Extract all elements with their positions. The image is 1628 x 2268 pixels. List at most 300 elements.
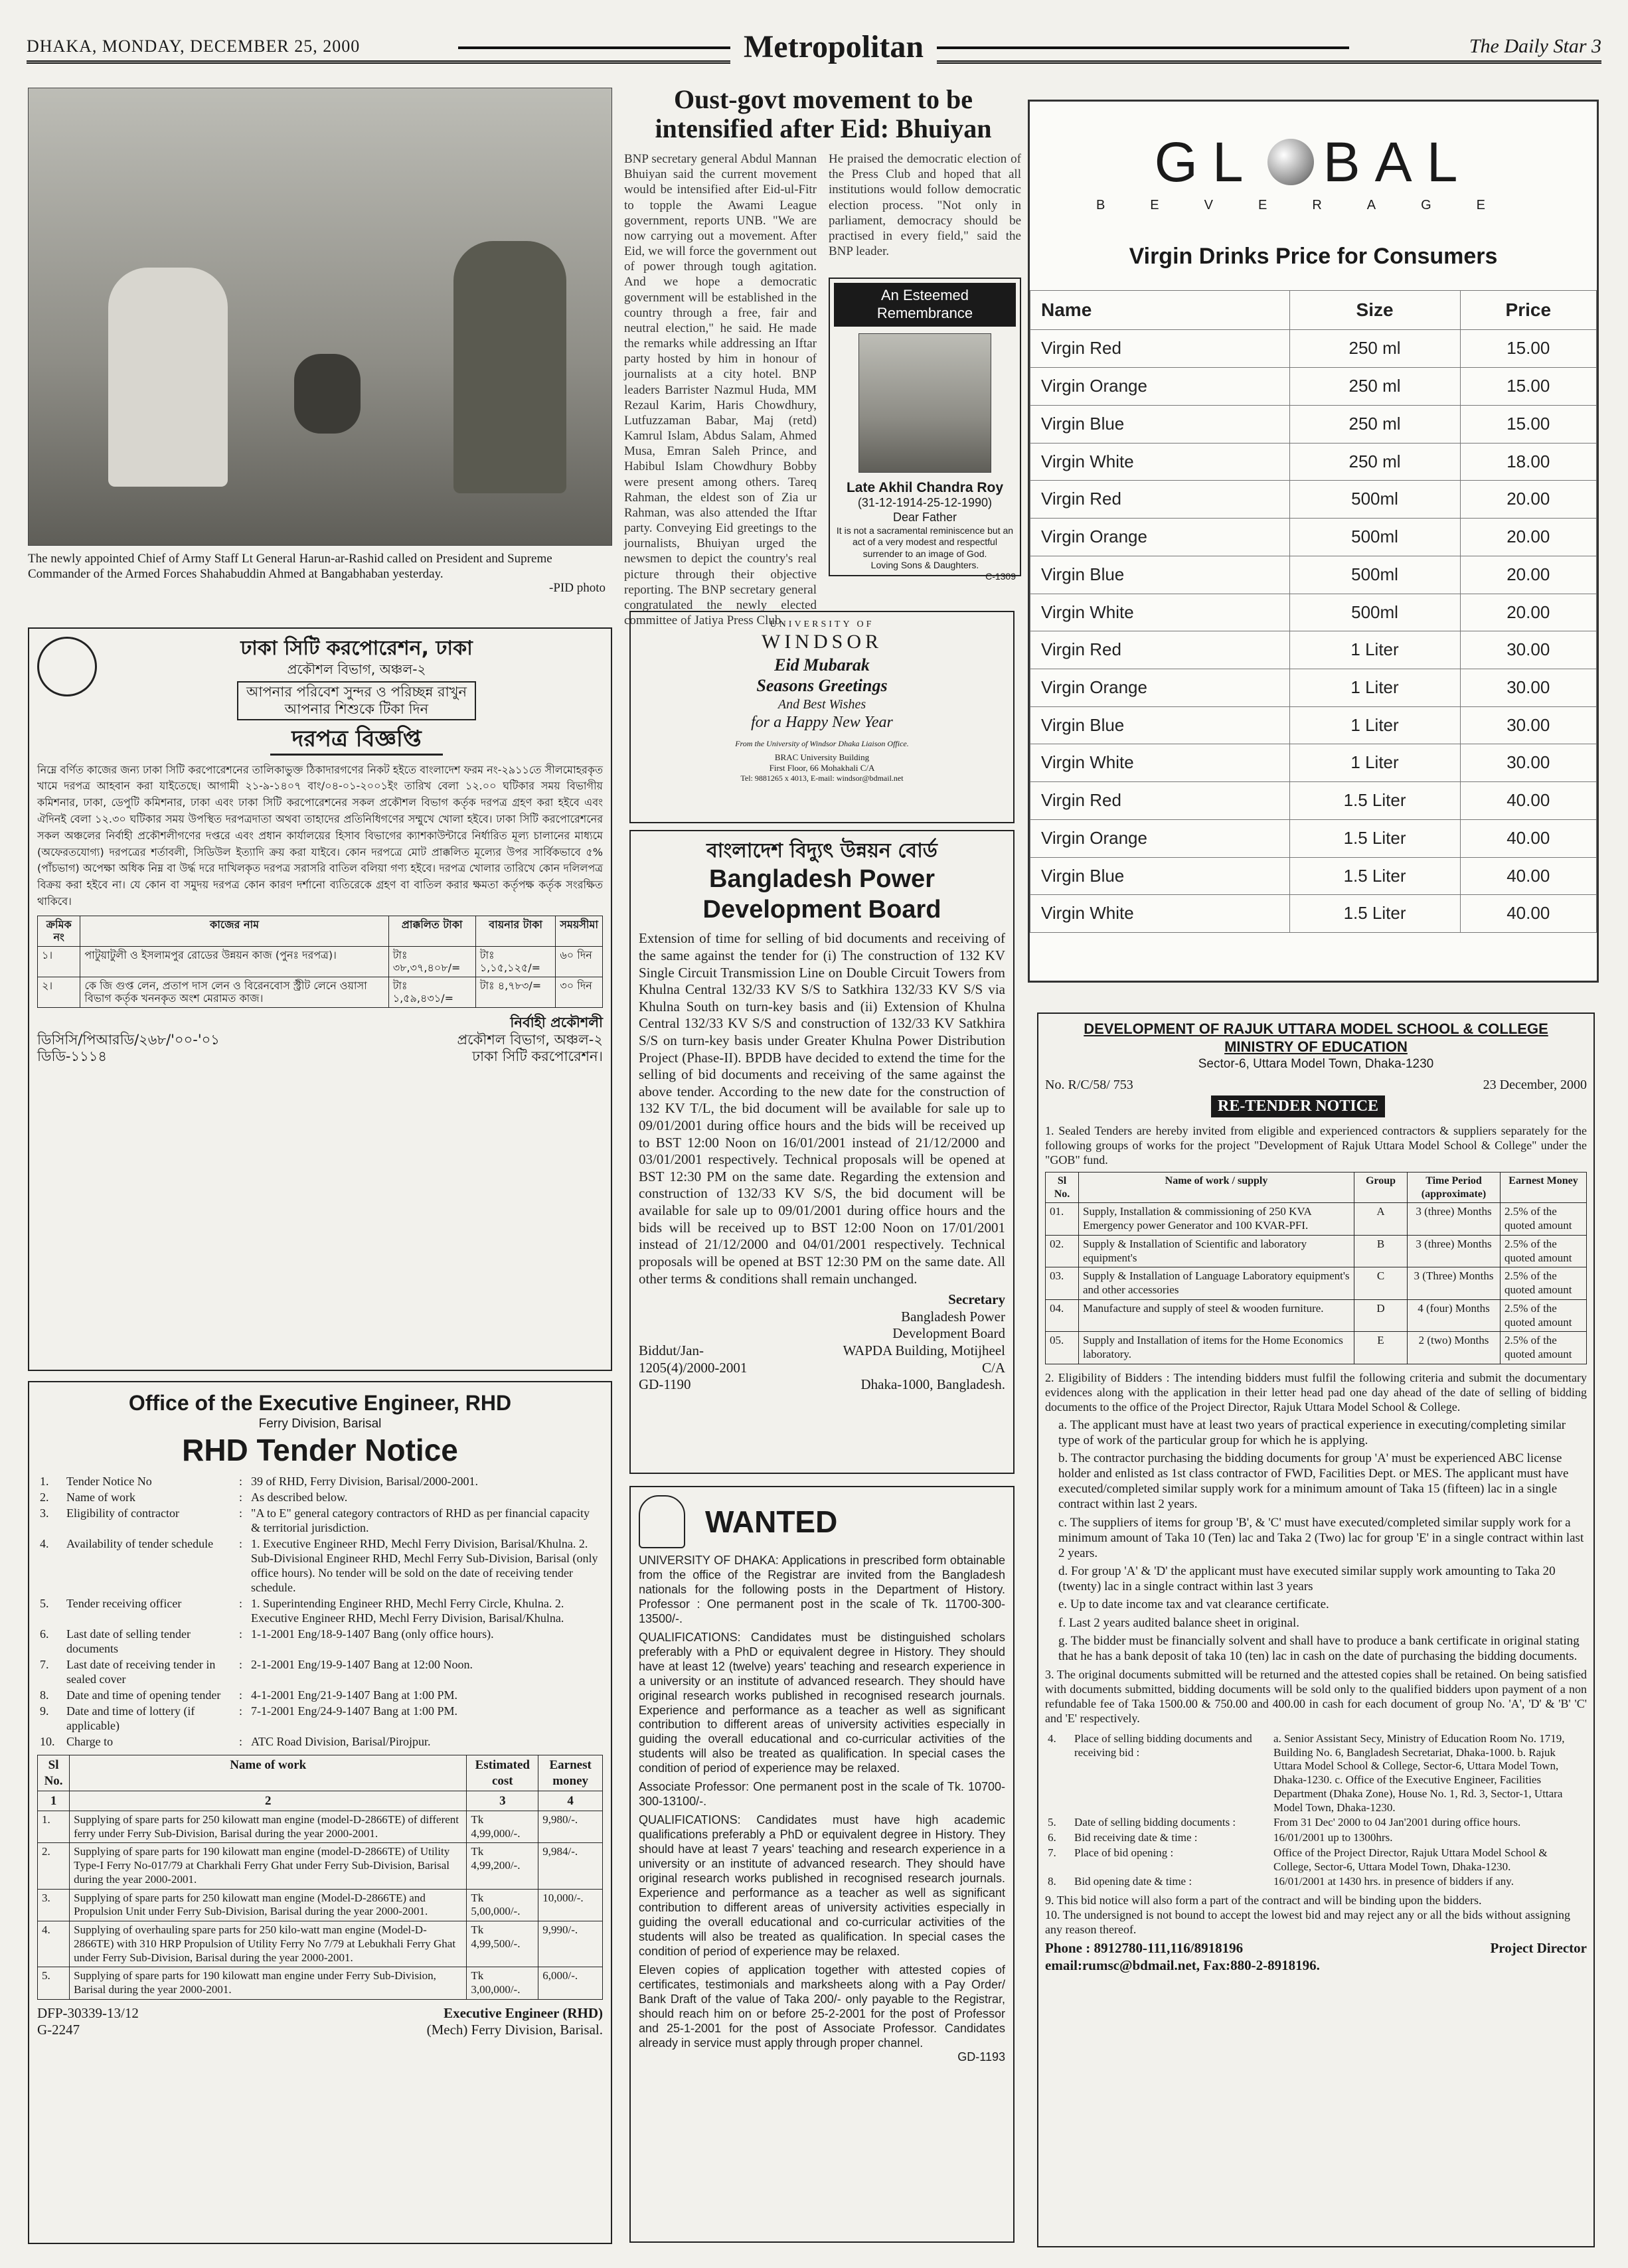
rhd-col-sl: Sl No.: [38, 1755, 70, 1791]
photo-caption: The newly appointed Chief of Army Staff Lt General Harun-ar-Rashid called on President and Supreme Commander of the Armed Forces Shahabuddin Ahmed at Bangabhaban yesterday.: [28, 552, 552, 582]
pdb-sig-5: C/A: [981, 1359, 1005, 1376]
rhd-work-cell: 10,000/-.: [538, 1889, 603, 1921]
price-cell: 1 Liter: [1289, 744, 1460, 782]
info-cell: 4.: [1048, 1732, 1056, 1745]
rhd-item-cell: 1. Superintending Engineer RHD, Mechl Ferry Circle, Khulna. 2. Executive Engineer RHD, Mechl Ferry Division, Barisal/Khulna.: [251, 1596, 564, 1625]
rhd-item-row: [37, 1506, 603, 1536]
rhd-item-cell: Eligibility of contractor: [66, 1506, 179, 1520]
info-cell: 5.: [1048, 1816, 1056, 1829]
rajuk-table: [1045, 1172, 1587, 1364]
price-cell: 20.00: [1460, 519, 1596, 556]
price-cell: 20.00: [1460, 556, 1596, 594]
dcc-cell: টাঃ ১,৫৯,৪৩১/=: [388, 977, 475, 1007]
rajuk-banner: RE-TENDER NOTICE: [1211, 1095, 1385, 1117]
price-row: [1030, 519, 1597, 556]
brand-right: BAL: [1323, 131, 1473, 193]
dcc-dept: প্রকৌশল বিভাগ, অঞ্চল-২: [287, 661, 426, 677]
rhd-work-cell: Tk 4,99,000/-.: [467, 1811, 538, 1842]
dcc-slogan-1: আপনার পরিবেশ সুন্দর ও পরিচ্ছন্ন রাখুন: [246, 683, 467, 700]
rhd-work-cell: Tk 3,00,000/-.: [467, 1967, 538, 1999]
rhd-item-cell: 1-1-2001 Eng/18-9-1407 Bang (only office hours).: [251, 1627, 494, 1641]
rhd-item-cell: Tender receiving officer: [66, 1596, 182, 1610]
rhd-num: 1: [38, 1791, 70, 1811]
globe-icon: [1267, 139, 1314, 185]
price-col-size: Size: [1289, 291, 1460, 330]
wanted-title: WANTED: [705, 1504, 838, 1539]
windsor-line-2: Seasons Greetings: [756, 676, 888, 696]
price-cell: Virgin White: [1030, 594, 1290, 631]
price-row: [1030, 706, 1597, 744]
info-cell: Place of selling bidding documents and receiving bid :: [1074, 1732, 1252, 1759]
price-row: [1030, 857, 1597, 895]
masthead: The Daily Star 3: [1469, 35, 1601, 57]
rhd-item-cell: Charge to: [66, 1734, 114, 1748]
rhd-ref-1: DFP-30339-13/12: [37, 2004, 139, 2021]
info-cell: 8.: [1048, 1875, 1056, 1888]
price-cell: 30.00: [1460, 669, 1596, 706]
price-row: [1030, 368, 1597, 406]
price-cell: Virgin Orange: [1030, 819, 1290, 857]
rhd-office: Office of the Executive Engineer, RHD: [128, 1391, 512, 1415]
rhd-work-cell: Supplying of spare parts for 250 kilowatt man engine (model-D-2866TE) of different ferry under Ferry Sub-Division, Barisal during the year 2000-2001.: [70, 1811, 467, 1842]
rhd-item-cell: Last date of selling tender documents: [66, 1627, 191, 1655]
remembrance-ad: [829, 278, 1021, 582]
rajuk-p3: 3. The original documents submitted will be returned and the attested copies shall be retained. On being satisfied with documents submitted, bidding documents will be sold only to the qualified bidders upon payment of a non refundable fee of Taka 1500.00 & 750.00 and 400.00 in cash for each document of group No. 'A', 'D' & 'B' 'C' and 'E' respectively.: [1045, 1668, 1587, 1726]
price-col-name: Name: [1030, 291, 1290, 330]
dcc-title: ঢাকা সিটি করপোরেশন, ঢাকা: [240, 637, 473, 660]
rhd-item-cell: :: [239, 1627, 243, 1641]
rhd-item-cell: ATC Road Division, Barisal/Pirojpur.: [251, 1734, 431, 1748]
info-row: [1045, 1732, 1587, 1815]
rhd-item-cell: 8.: [40, 1688, 49, 1702]
rhd-item-cell: :: [239, 1704, 243, 1718]
rhd-item-cell: 7-1-2001 Eng/24-9-1407 Bang at 1:00 PM.: [251, 1704, 457, 1718]
rhd-item-cell: 3.: [40, 1506, 49, 1520]
price-cell: 1.5 Liter: [1289, 819, 1460, 857]
info-row: [1045, 1815, 1587, 1830]
price-cell: 1 Liter: [1289, 669, 1460, 706]
price-cell: 15.00: [1460, 368, 1596, 406]
dcc-sig-1: নির্বাহী প্রকৌশলী: [510, 1014, 603, 1030]
dcc-col-time: সময়সীমা: [556, 916, 603, 946]
rajuk-cell: 3 (Three) Months: [1408, 1267, 1501, 1299]
price-row: [1030, 556, 1597, 594]
rhd-work-cell: 5.: [38, 1967, 70, 1999]
table-row: [1046, 1267, 1587, 1299]
rajuk-cell: 4 (four) Months: [1408, 1299, 1501, 1331]
news-photo: [28, 88, 612, 546]
university-seal-icon: [639, 1495, 685, 1548]
windsor-ad: [629, 611, 1015, 823]
table-row: [38, 1889, 603, 1921]
rhd-work-cell: Tk 4,99,500/-.: [467, 1921, 538, 1967]
price-cell: Virgin Red: [1030, 782, 1290, 820]
price-cell: 1 Liter: [1289, 706, 1460, 744]
rhd-item-cell: 39 of RHD, Ferry Division, Barisal/2000-2001.: [251, 1475, 478, 1489]
dcc-logo-icon: [37, 637, 97, 696]
brand-left: GL: [1154, 131, 1258, 193]
rhd-item-cell: 9.: [40, 1704, 49, 1718]
rajuk-title-3: Sector-6, Uttara Model Town, Dhaka-1230: [1198, 1056, 1434, 1071]
wanted-ad: [629, 1486, 1015, 2243]
price-cell: 250 ml: [1289, 330, 1460, 368]
table-row: [1046, 1235, 1587, 1267]
rhd-ref-2: G-2247: [37, 2022, 80, 2038]
article-col-1: BNP secretary general Abdul Mannan Bhuiyan said the current movement would be intensified after Eid-ul-Fitr to topple the Awami League government, reports UNB. "We are now carrying out a movement. After Eid, we will force the government out of power through tough agitation. And we hope a democratic government will be established in the country through a free, fair and neutral election," he said. He made the remarks while addressing an Iftar party hosted by him in honour of journalists at a city hotel. BNP leaders Barrister Nazmul Huda, MM Rezaul Karim, Haris Chowdhury, Lutfuzzaman Babar, Maj (retd) Kamrul Islam, Abdus Salam, Ahmed Musa, Emran Saleh Prince, and Habibul Islam Chowdhury Bobby were present among others. Tareq Rahman, the eldest son of Zia ur Rahman, was also attended the Iftar party. Conveying Eid greetings to the journalists, Bhuiyan urged the newsmen to depict the country's real picture through their objective reporting. The BNP secretary general congratulated the newly elected committee of Jatiya Press Club.: [624, 152, 817, 628]
rhd-item-row: [37, 1627, 603, 1657]
criterion-item: b. The contractor purchasing the bidding documents for group 'A' must be experienced ABC license holder and enlisted as 1st class contractor of FWD, Facilities Dept. or MES. The applicant must have executed/completed similar supply work for a minimum amount of Taka 15 (fifteen) lac in a single contract within last 2 years.: [1058, 1451, 1569, 1512]
wanted-p2: QUALIFICATIONS: Candidates must be distinguished scholars preferably with a PhD or equivalent degree in History. They should have at least 12 (twelve) years' teaching and research experience in a university or an institute of advanced research. They should have original research works published in recognised research journals. Experience and performance as a teacher as well as significant contribution to different areas of university activities especially in guiding the overall educational and co-curricular activities of the students will also be treated as qualification. In special cases the condition of period of experience may be relaxed.: [639, 1630, 1005, 1775]
rajuk-cell: 2 (two) Months: [1408, 1332, 1501, 1364]
dcc-cell: টাঃ ৪,৭৮৩/=: [475, 977, 556, 1007]
windsor-name: WINDSOR: [762, 631, 882, 653]
photo-figure-left: [108, 268, 228, 487]
remembrance-title: An Esteemed Remembrance: [834, 283, 1016, 327]
dcc-cell: পাটুয়াটুলী ও ইসলামপুর রোডের উন্নয়ন কাজ (পুনঃ দরপত্র)।: [80, 946, 388, 977]
info-cell: 16/01/2001 at 1430 hrs. in presence of bidders if any.: [1273, 1875, 1514, 1888]
criterion-item: d. For group 'A' & 'D' the applicant must have executed similar supply work amounting to Taka 20 (twenty) lac in a single contract within last 3 years: [1058, 1564, 1556, 1594]
rhd-item-cell: Date and time of opening tender: [66, 1688, 221, 1702]
price-cell: 500ml: [1289, 481, 1460, 519]
price-row: [1030, 669, 1597, 706]
dcc-cell: টাঃ ১,১৫,১২৫/=: [475, 946, 556, 977]
criterion-item: e. Up to date income tax and vat clearance certificate.: [1058, 1597, 1329, 1612]
article-col-2: He praised the democratic election of the Press Club and hoped that all institutions would follow democratic election process. "Not only in parliament, democracy should be practised in every field," said the BNP leader.: [829, 152, 1021, 259]
price-cell: 1 Liter: [1289, 631, 1460, 669]
remembrance-text: It is not a sacramental reminiscence but an act of a very modest and respectful surrender to an image of God.: [836, 525, 1014, 559]
criterion-item: g. The bidder must be financially solvent and shall have to produce a bank certificate in original stating that he has a bank deposit of taka 10 (ten) lac in cash on the date of purchasing the bidding documents.: [1058, 1633, 1580, 1663]
rajuk-cell: 3 (three) Months: [1408, 1203, 1501, 1235]
windsor-tel: Tel: 9881265 x 4013, E-mail: windsor@bdmail.net: [740, 773, 904, 783]
rhd-item-cell: 1.: [40, 1475, 49, 1489]
info-cell: a. Senior Assistant Secy, Ministry of Education Room No. 1719, Building No. 6, Bangladesh Secretariat, Dhaka-1000. b. Rajuk Uttara Model School & College, Sector-6, Uttara Model Town, Dhaka-1230. c. Office of the Executive Engineer, Facilities Department (Dhaka Zone), House No. 1, Rd. 3, Sector-1, Uttara Model Town, Dhaka-1230.: [1273, 1732, 1565, 1814]
rhd-item-cell: :: [239, 1506, 243, 1520]
info-cell: From 31 Dec' 2000 to 04 Jan'2001 during office hours.: [1273, 1816, 1521, 1829]
rajuk-cell: A: [1354, 1203, 1408, 1235]
price-cell: 40.00: [1460, 782, 1596, 820]
price-cell: 15.00: [1460, 330, 1596, 368]
rhd-item-cell: As described below.: [251, 1491, 348, 1504]
article-headline: Oust-govt movement to be intensified after Eid: Bhuiyan: [655, 84, 992, 143]
rhd-work-cell: 2.: [38, 1843, 70, 1889]
section-title: Metropolitan: [730, 28, 937, 67]
dcc-sig-2: প্রকৌশল বিভাগ, অঞ্চল-২: [457, 1031, 603, 1048]
dcc-heading: দরপত্র বিজ্ঞপ্তি: [270, 726, 443, 755]
price-cell: Virgin Blue: [1030, 405, 1290, 443]
rhd-col-money: Earnest money: [538, 1755, 603, 1791]
rhd-title: RHD Tender Notice: [182, 1433, 458, 1468]
windsor-line-3: And Best Wishes: [777, 697, 866, 712]
dcc-cell: ১।: [38, 946, 80, 977]
rhd-works-table: [37, 1755, 603, 1999]
dcc-sig-3: ঢাকা সিটি করপোরেশন।: [472, 1048, 603, 1065]
rhd-item-cell: 5.: [40, 1596, 49, 1610]
wanted-p1: UNIVERSITY OF DHAKA: Applications in prescribed form obtainable from the office of the Registrar are invited from the Bangladesh nationals for the following posts in the Department of History. Professor : One permanent post in the scale of Tk. 11700-300-13500/-.: [639, 1554, 1005, 1625]
dcc-cell: টাঃ ৩৮,৩৭,৪০৮/=: [388, 946, 475, 977]
price-cell: 1.5 Liter: [1289, 782, 1460, 820]
global-beverage-ad: [1028, 100, 1599, 983]
price-cell: 500ml: [1289, 519, 1460, 556]
rhd-item-cell: 4.: [40, 1537, 49, 1551]
rhd-item-cell: :: [239, 1475, 243, 1489]
rajuk-cell: 01.: [1046, 1203, 1079, 1235]
dcc-cell: ৬০ দিন: [556, 946, 603, 977]
price-title: Virgin Drinks Price for Consumers: [1129, 243, 1498, 269]
price-cell: 20.00: [1460, 594, 1596, 631]
rajuk-cell: Supply & Installation of Scientific and laboratory equipment's: [1079, 1235, 1354, 1267]
rhd-item-row: [37, 1734, 603, 1750]
pdb-sig-6: Dhaka-1000, Bangladesh.: [860, 1376, 1005, 1393]
price-cell: Virgin Blue: [1030, 556, 1290, 594]
windsor-addr-1: BRAC University Building: [774, 752, 870, 763]
rhd-item-cell: 2.: [40, 1491, 49, 1504]
page-date: DHAKA, MONDAY, DECEMBER 25, 2000: [27, 37, 361, 56]
pdb-bn-title: বাংলাদেশ বিদ্যুৎ উন্নয়ন বোর্ড: [706, 839, 937, 862]
rajuk-cell: C: [1354, 1267, 1408, 1299]
remembrance-sign: Loving Sons & Daughters.: [870, 559, 979, 570]
dcc-col-sl: ক্রমিক নং: [38, 916, 80, 946]
info-cell: Bid receiving date & time :: [1074, 1831, 1198, 1844]
price-cell: 1.5 Liter: [1289, 857, 1460, 895]
rhd-item-cell: :: [239, 1491, 243, 1504]
rhd-sub: Ferry Division, Barisal: [258, 1417, 382, 1431]
info-row: [1045, 1846, 1587, 1874]
rajuk-cell: 02.: [1046, 1235, 1079, 1267]
rhd-item-row: [37, 1596, 603, 1627]
rhd-item-cell: Name of work: [66, 1491, 135, 1504]
rhd-item-row: [37, 1688, 603, 1704]
info-row: [1045, 1874, 1587, 1890]
remembrance-portrait: [858, 333, 991, 473]
rhd-item-row: [37, 1704, 603, 1734]
rajuk-cell: Supply and Installation of items for the Home Economics laboratory.: [1079, 1332, 1354, 1364]
table-row: [38, 946, 603, 977]
rhd-work-cell: Tk 4,99,200/-.: [467, 1843, 538, 1889]
windsor-line-1: Eid Mubarak: [774, 655, 870, 675]
rajuk-date: 23 December, 2000: [1483, 1077, 1587, 1092]
pdb-sig-2: Bangladesh Power: [901, 1308, 1005, 1325]
price-cell: 20.00: [1460, 481, 1596, 519]
price-cell: Virgin Orange: [1030, 519, 1290, 556]
price-cell: 30.00: [1460, 744, 1596, 782]
rhd-work-cell: Supplying of overhauling spare parts for 250 kilo-watt man engine (Model-D-2866TE) with 310 HRP Propulsion of Utility Ferry No 7/79 at Lebukhali Ferry Ghat under Ferry Sub-Division, Barisal during the year 2000-2001.: [70, 1921, 467, 1967]
price-cell: 250 ml: [1289, 368, 1460, 406]
dcc-col-earnest: বায়নার টাকা: [475, 916, 556, 946]
criterion-item: c. The suppliers of items for group 'B', & 'C' must have executed/completed similar supply work for a minimum amount of Taka 10 (Ten) lac and Taka 2 (Two) lac for group 'E' in a single contract within last 2 years.: [1058, 1515, 1584, 1560]
pdb-sig-3: Development Board: [892, 1325, 1005, 1342]
rajuk-tender: [1037, 1012, 1595, 2247]
price-row: [1030, 443, 1597, 481]
price-cell: Virgin Blue: [1030, 857, 1290, 895]
rajuk-cell: 03.: [1046, 1267, 1079, 1299]
rhd-item-cell: 7.: [40, 1657, 49, 1671]
dcc-col-work: কাজের নাম: [80, 916, 388, 946]
pdb-notice: [629, 830, 1015, 1474]
price-col-price: Price: [1460, 291, 1596, 330]
rajuk-intro: 1. Sealed Tenders are hereby invited from eligible and experienced contractors & suppliers separately for the following groups of works for the project "Development of Rajuk Uttara Model School & College" under the "GOB" fund.: [1045, 1124, 1587, 1167]
table-row: [38, 1921, 603, 1967]
dcc-col-est: প্রাক্কলিত টাকা: [388, 916, 475, 946]
remembrance-dates: (31-12-1914-25-12-1990): [857, 496, 993, 510]
rajuk-title-1: DEVELOPMENT OF RAJUK UTTARA MODEL SCHOOL & COLLEGE: [1084, 1020, 1548, 1037]
price-cell: Virgin Orange: [1030, 669, 1290, 706]
windsor-line-4: for a Happy New Year: [751, 713, 893, 731]
table-row: [38, 1843, 603, 1889]
rajuk-col-group: Group: [1354, 1173, 1408, 1203]
rhd-work-cell: Tk 5,00,000/-.: [467, 1889, 538, 1921]
remembrance-code: C-1309: [985, 570, 1016, 582]
price-cell: 30.00: [1460, 706, 1596, 744]
rhd-work-cell: Supplying of spare parts for 190 kilowatt man engine under Ferry Sub-Division, Barisal during the year 2000-2001.: [70, 1967, 467, 1999]
dcc-body: নিম্নে বর্ণিত কাজের জন্য ঢাকা সিটি করপোরেশনের তালিকাভুক্ত ঠিকাদারগণের নিকট হইতে বাংলাদেশ ফরম নং-২৯১১তে সীলমোহরকৃত খামে দরপত্র আহবান করা যাইতেছে। আগামী ২১-৯-১৪০৭ বাং/০৪-০১-২০০১ইং তারিখ বেলা ১২.০০ ঘটিকার সময় বিভাগীয় কমিশনার, ঢাকা, ডেপুটি কমিশনার, ঢাকা এবং ঢাকা সিটি করপোরেশনের সকল প্রকৌশল বিভাগ কর্তৃক দরপত্র গ্রহণ করা হইবে এবং ঐদিনই বেলা ১২.৩০ ঘটিকার সময় উপস্থিত দরপত্রদাতা অথবা তাহাদের প্রতিনিধিগণের সম্মুখে খোলা হইবে। ঢাকা সিটি করপোরেশনের সকল অঞ্চলের নির্বাহী প্রকৌশলীগণের দপ্তরে এবং প্রধান কার্যালয়ের হিসাব বিভাগের ক্যাশকাউন্টারে নির্ধারিত মূল্য চালানের মাধ্যমে (অফেরতযোগ্য) দরপত্রের শর্তাবলী, সিডিউল ইত্যাদি ক্রয় করা যাইবে। কোন দরপত্রে মোট প্রাক্কলিত মূল্যের উপর সার্বিকভাবে ৫% (পাঁচভাগ) অপেক্ষা অধিক নিম্ন বা উর্দ্ধ দরে দাখিলকৃত দরপত্র সরাসরি বাতিল বলিয়া গণ্য হইবে। দরপত্র খোলার তারিখে কোন দলিলপত্র বিক্রয় করা হইবে না। যে কোন বা সমুদয় দরপত্র কোন কারণ দর্শানো ব্যতিরেকে গ্রহণ বা বাতিল করার ক্ষমতা কর্তৃপক্ষ কর্তৃক সংরক্ষিত থাকিবে।: [37, 763, 603, 908]
info-cell: 16/01/2001 up to 1300hrs.: [1273, 1831, 1393, 1844]
dcc-slogan-2: আপনার শিশুকে টিকা দিন: [284, 700, 429, 717]
photo-credit: -PID photo: [549, 581, 606, 596]
price-cell: 500ml: [1289, 556, 1460, 594]
price-cell: Virgin White: [1030, 895, 1290, 933]
rajuk-cell: 2.5% of the quoted amount: [1501, 1203, 1587, 1235]
rhd-item-cell: 4-1-2001 Eng/21-9-1407 Bang at 1:00 PM.: [251, 1688, 457, 1702]
photo-flowers: [294, 354, 361, 434]
rhd-item-row: [37, 1657, 603, 1688]
rhd-work-cell: Supplying of spare parts for 250 kilowatt man engine (Model-D-2866TE) and Propulsion Unit under Ferry Sub-Division, Barisal during the year 2000-2001.: [70, 1889, 467, 1921]
dcc-cell: ৩০ দিন: [556, 977, 603, 1007]
rajuk-cell: 3 (three) Months: [1408, 1235, 1501, 1267]
rhd-tender: [28, 1381, 612, 2244]
wanted-p3: Associate Professor: One permanent post in the scale of Tk. 10700-300-13100/-.: [639, 1780, 1005, 1809]
rajuk-cell: 04.: [1046, 1299, 1079, 1331]
brand-sub: BEVERAGE: [1096, 198, 1531, 213]
price-cell: 15.00: [1460, 405, 1596, 443]
rajuk-p10: 10. The undersigned is not bound to accept the lowest bid and may reject any or all the bids without assigning any reason thereof.: [1045, 1908, 1571, 1936]
price-cell: Virgin Orange: [1030, 368, 1290, 406]
pdb-sig-1: Secretary: [948, 1291, 1005, 1308]
price-cell: 18.00: [1460, 443, 1596, 481]
price-cell: Virgin Red: [1030, 631, 1290, 669]
dcc-cell: ২।: [38, 977, 80, 1007]
pdb-ref-3: GD-1190: [639, 1376, 691, 1393]
rhd-item-row: [37, 1536, 603, 1596]
rajuk-col-work: Name of work / supply: [1079, 1173, 1354, 1203]
table-row: [1046, 1332, 1587, 1364]
pdb-ref-1: Biddut/Jan-: [639, 1342, 704, 1358]
rajuk-col-money: Earnest Money: [1501, 1173, 1587, 1203]
table-row: [1046, 1299, 1587, 1331]
rajuk-eligibility: 2. Eligibility of Bidders : The intending bidders must fulfil the following criteria and submit the documentary evidences along with the application in their letter head pad one day ahead of the date of selling of bidding documents to the office of the Project Director, Rajuk Uttara Model School & College.: [1045, 1370, 1587, 1414]
info-row: [1045, 1830, 1587, 1846]
rajuk-title-2: MINISTRY OF EDUCATION: [1224, 1038, 1408, 1055]
dcc-ref-1: ডিসিসি/পিআরডি/২৬৮/'০০-'০১: [37, 1031, 220, 1048]
rhd-item-cell: Tender Notice No: [66, 1475, 152, 1489]
dcc-table: [37, 916, 603, 1008]
rhd-col-cost: Estimated cost: [467, 1755, 538, 1791]
info-cell: Place of bid opening :: [1074, 1846, 1174, 1859]
windsor-addr-2: First Floor, 66 Mohakhali C/A: [769, 763, 875, 773]
price-row: [1030, 744, 1597, 782]
rajuk-cell: 2.5% of the quoted amount: [1501, 1235, 1587, 1267]
rajuk-email: email:rumsc@bdmail.net, Fax:880-2-8918196.: [1045, 1957, 1320, 1973]
price-cell: 40.00: [1460, 857, 1596, 895]
rhd-item-cell: Date and time of lottery (if applicable): [66, 1704, 195, 1732]
price-table: [1030, 290, 1597, 933]
photo-block: [28, 88, 612, 619]
rhd-item-cell: :: [239, 1537, 243, 1551]
rajuk-cell: Supply & Installation of Language Laboratory equipment's and other accessories: [1079, 1267, 1354, 1299]
windsor-univ: UNIVERSITY OF: [770, 619, 874, 629]
rhd-item-row: [37, 1474, 603, 1490]
rhd-item-cell: Last date of receiving tender in sealed cover: [66, 1657, 216, 1686]
price-row: [1030, 594, 1597, 631]
rhd-item-cell: :: [239, 1734, 243, 1748]
rajuk-cell: D: [1354, 1299, 1408, 1331]
price-cell: Virgin Blue: [1030, 706, 1290, 744]
rhd-work-cell: 9,984/-.: [538, 1843, 603, 1889]
price-cell: Virgin Red: [1030, 330, 1290, 368]
rhd-item-cell: "A to E" general category contractors of RHD as per financial capacity & territorial jurisdiction.: [251, 1506, 590, 1535]
price-row: [1030, 895, 1597, 933]
rajuk-cell: Manufacture and supply of steel & wooden furniture.: [1079, 1299, 1354, 1331]
rajuk-col-time: Time Period (approximate): [1408, 1173, 1501, 1203]
info-cell: 6.: [1048, 1831, 1056, 1844]
rhd-item-cell: Availability of tender schedule: [66, 1537, 214, 1551]
price-cell: Virgin White: [1030, 744, 1290, 782]
rhd-item-cell: :: [239, 1688, 243, 1702]
rajuk-cell: 2.5% of the quoted amount: [1501, 1267, 1587, 1299]
wanted-p4: QUALIFICATIONS: Candidates must have high academic qualifications preferably a PhD or equivalent degree in History. They should have at least 7 years' teaching and research experience in a university or an institute of advanced research. They should have original research works published in recognised research journals. Experience and performance as a teacher as well as significant contribution to different areas of university activities especially in guiding the overall educational and co-curricular activities of the students will also be treated as qualification. In special cases the condition of period of experience may be relaxed.: [639, 1813, 1005, 1958]
rhd-sig-1: Executive Engineer (RHD): [444, 2004, 603, 2021]
pdb-title-2: Development Board: [702, 895, 941, 924]
price-row: [1030, 481, 1597, 519]
rajuk-cell: 2.5% of the quoted amount: [1501, 1299, 1587, 1331]
rhd-num: 3: [467, 1791, 538, 1811]
rhd-item-cell: 6.: [40, 1627, 49, 1641]
rajuk-cell: 2.5% of the quoted amount: [1501, 1332, 1587, 1364]
price-row: [1030, 330, 1597, 368]
remembrance-name: Late Akhil Chandra Roy: [846, 479, 1004, 495]
pdb-body: Extension of time for selling of bid documents and receiving of the same against the tender for (i) The construction of 132 KV Single Circuit Transmission Line on Double Circuit Towers from Khulna Central 132/33 KV S/S to Satkhira 132/33 KV S/S via Khulna South on turn-key basis and (ii) Extension of Khulna Central 132/33 KV S/S and construction of 132/33 KV Satkhira S/S on turn-key basis under Greater Khulna Power Distribution Project (Phase-II). BPDB have decided to extend the time for the selling of bid documents and receiving of the same against the above tender. According to the new date for the construction of 132 KV T/L, the bid document will be available for sale up to 09/01/2001 during office hours and the bids will be received up to BST 12:00 Noon on 16/01/2001 instead of 21/12/2000 and 03/01/2001 respectively. Technical proposals will be opened at BST 12:30 PM on the same date. Regarding the extension and construction of 132/33 KV S/S, the bid document will be available for sale up to 09/01/2001 during office hours and the bids will be received up to BST 12:00 Noon on 17/01/2001 instead of 21/12/2000 and 04/01/2001 respectively. Technical proposals will be opened at BST 12:30 PM on the same date. All other terms & conditions shall remain unchanged.: [639, 930, 1005, 1287]
price-cell: 250 ml: [1289, 405, 1460, 443]
dcc-tender: [28, 627, 612, 1371]
rhd-item-cell: 2-1-2001 Eng/19-9-1407 Bang at 12:00 Noon.: [251, 1657, 473, 1671]
criterion-item: f. Last 2 years audited balance sheet in original.: [1058, 1615, 1299, 1630]
rhd-work-cell: 4.: [38, 1921, 70, 1967]
pdb-title-1: Bangladesh Power: [709, 864, 935, 893]
wanted-p5: Eleven copies of application together with attested copies of certificates, testimonials and marksheets along with a Pay Order/ Bank Draft of the value of Taka 200/- only payable to the Registrar, should reach him on or before 25-2-2001 for the post of Professor and 25-1-2001 for the post of Associate Professor. Candidates already in service must apply through proper channel.: [639, 1963, 1005, 2050]
info-cell: 7.: [1048, 1846, 1056, 1859]
criterion-item: a. The applicant must have at least two years of practical experience in executing/completing similar type of work of the particular group for which he is applying.: [1058, 1418, 1566, 1447]
price-cell: 40.00: [1460, 895, 1596, 933]
rajuk-p9: 9. This bid notice will also form a part of the contract and will be binding upon the bidders.: [1045, 1894, 1482, 1907]
rhd-num: 4: [538, 1791, 603, 1811]
rhd-items: [37, 1474, 603, 1749]
price-row: [1030, 405, 1597, 443]
price-row: [1030, 782, 1597, 820]
rajuk-cell: 05.: [1046, 1332, 1079, 1364]
rhd-item-cell: 1. Executive Engineer RHD, Mechl Ferry Division, Barisal/Khulna. 2. Sub-Divisional Engineer RHD, Mechl Ferry Sub-Division, Barisal (only office hours). No tender will be sold on the date of receiving tender schedule.: [251, 1537, 598, 1594]
pdb-ref-2: 1205(4)/2000-2001: [639, 1359, 748, 1376]
rhd-num: 2: [70, 1791, 467, 1811]
page-header: [27, 27, 1601, 64]
rajuk-info: [1045, 1732, 1587, 1890]
price-row: [1030, 631, 1597, 669]
rajuk-cell: E: [1354, 1332, 1408, 1364]
rajuk-cell: B: [1354, 1235, 1408, 1267]
rajuk-criteria: [1058, 1418, 1587, 1664]
rhd-col-name: Name of work: [70, 1755, 467, 1791]
rhd-work-cell: Supplying of spare parts for 190 kilowatt man engine (model-D-2866TE) of Utility Type-I Ferry No-017/79 at Charkhali Ferry Ghat under Ferry Sub-Division, Barisal during the year 2000-2001.: [70, 1843, 467, 1889]
rhd-work-cell: 9,990/-.: [538, 1921, 603, 1967]
price-cell: 500ml: [1289, 594, 1460, 631]
